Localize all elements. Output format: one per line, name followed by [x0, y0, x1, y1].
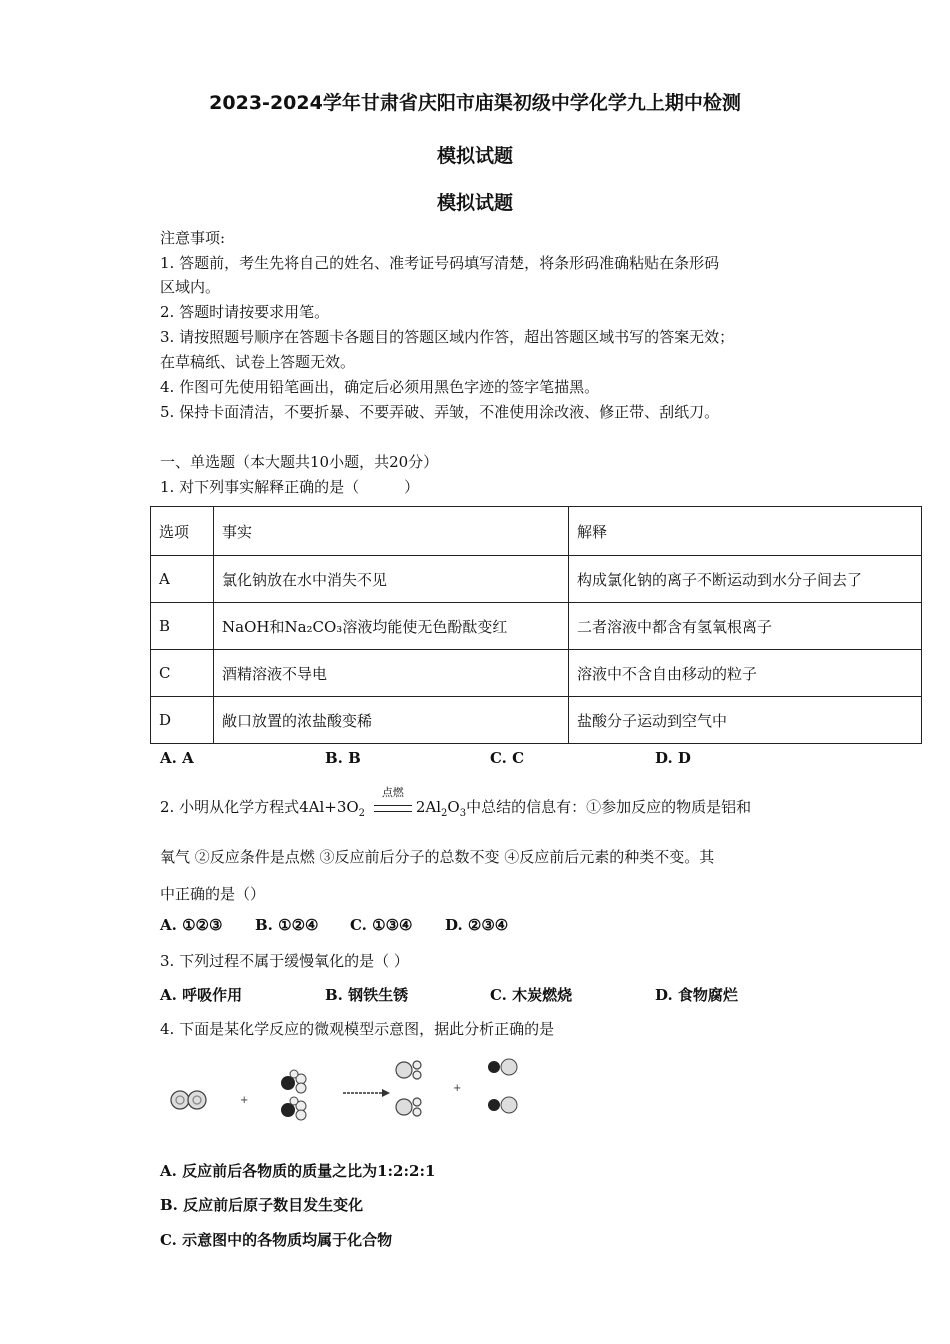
section-heading: 一、单选题（本大题共10小题，共20分）	[160, 453, 439, 471]
product-molecule-1	[396, 1061, 421, 1116]
q2-option-d[interactable]: D. ②③④	[445, 916, 509, 934]
q2-prefix: 2. 小明从化学方程式4Al+3O	[160, 798, 359, 816]
table-row	[151, 650, 922, 697]
exam-title-line3: 模拟试题	[436, 192, 513, 214]
q2-suffix: 中总结的信息有：①参加反应的物质是铝和	[466, 798, 752, 816]
notice-item: 4. 作图可先使用铅笔画出，确定后必须用黑色字迹的签字笔描黑。	[160, 378, 600, 396]
notice-item: 1. 答题前，考生先将自己的姓名、准考证号码填写清楚，将条形码准确粘贴在条形码	[160, 254, 720, 272]
arrow-right-icon	[343, 1089, 390, 1097]
q2-product-sub: 2	[441, 808, 448, 819]
table-cell-fact: 敞口放置的浓盐酸变稀	[214, 697, 569, 744]
table-cell-fact: NaOH和Na₂CO₃溶液均能使无色酚酞变红	[214, 603, 569, 650]
table-cell-option: C	[151, 650, 214, 697]
q1-stem: 1. 对下列事实解释正确的是（ ）	[160, 478, 420, 496]
q4-option-b[interactable]: B. 反应前后原子数目发生变化	[160, 1196, 364, 1214]
plus-sign-icon: +	[240, 1095, 249, 1106]
table-header-cell: 解释	[569, 507, 922, 556]
q4-option-a[interactable]: A. 反应前后各物质的质量之比为1:2:2:1	[160, 1162, 436, 1180]
q2-product-o: O	[447, 798, 460, 816]
table-header-cell: 选项	[151, 507, 214, 556]
q1-option-c[interactable]: C. C	[490, 749, 525, 767]
q2-line3: 中正确的是（）	[160, 885, 266, 903]
q3-option-d[interactable]: D. 食物腐烂	[655, 986, 738, 1004]
exam-title-line2: 模拟试题	[436, 145, 513, 167]
notice-item: 区域内。	[160, 278, 221, 296]
q2-product-sub: 3	[459, 808, 467, 819]
exam-title-line1: 2023-2024学年甘肃省庆阳市庙渠初级中学化学九上期中检测	[209, 92, 741, 114]
product-molecule-2	[488, 1059, 517, 1113]
table-cell-fact: 酒精溶液不导电	[214, 650, 569, 697]
notice-item: 在草稿纸、试卷上答题无效。	[160, 353, 356, 371]
q1-option-b[interactable]: B. B	[325, 749, 361, 767]
table-cell-option: A	[151, 556, 214, 603]
q2-product: 2Al	[415, 798, 442, 816]
plus-sign-icon: +	[453, 1083, 462, 1094]
q1-table	[150, 506, 922, 744]
q2-o-subscript: 2	[358, 808, 366, 819]
table-row	[151, 697, 922, 744]
notice-item: 2. 答题时请按要求用笔。	[160, 303, 330, 321]
table-cell-option: D	[151, 697, 214, 744]
q3-option-c[interactable]: C. 木炭燃烧	[490, 986, 573, 1004]
table-header-row	[151, 507, 922, 556]
reaction-arrow	[370, 786, 416, 816]
q4-stem: 4. 下面是某化学反应的微观模型示意图，据此分析正确的是	[160, 1020, 555, 1038]
notice-item: 3. 请按照题号顺序在答题卡各题目的答题区域内作答，超出答题区域书写的答案无效；	[160, 328, 735, 346]
reaction-micro-model-diagram	[160, 1055, 540, 1130]
table-cell-option: B	[151, 603, 214, 650]
table-cell-explanation: 二者溶液中都含有氢氧根离子	[569, 603, 922, 650]
q3-option-b[interactable]: B. 钢铁生锈	[325, 986, 409, 1004]
table-cell-explanation: 盐酸分子运动到空气中	[569, 697, 922, 744]
double-line-icon	[374, 805, 412, 812]
q1-option-d[interactable]: D. D	[655, 749, 691, 767]
q3-stem: 3. 下列过程不属于缓慢氧化的是（ ）	[160, 952, 409, 970]
q2-line2: 氧气 ②反应条件是点燃 ③反应前后分子的总数不变 ④反应前后元素的种类不变。其	[160, 848, 715, 866]
notice-item: 5. 保持卡面清洁，不要折暴、不要弄破、弄皱，不准使用涂改液、修正带、刮纸刀。	[160, 403, 720, 421]
q1-option-a[interactable]: A. A	[160, 749, 194, 767]
table-cell-fact: 氯化钠放在水中消失不见	[214, 556, 569, 603]
q2-option-a[interactable]: A. ①②③	[160, 916, 223, 934]
notice-heading: 注意事项:	[160, 229, 226, 247]
table-cell-explanation: 构成氯化钠的离子不断运动到水分子间去了	[569, 556, 922, 603]
table-cell-explanation: 溶液中不含自由移动的粒子	[569, 650, 922, 697]
q4-option-c[interactable]: C. 示意图中的各物质均属于化合物	[160, 1231, 393, 1249]
reactant-molecule-1	[171, 1091, 206, 1109]
table-row	[151, 556, 922, 603]
q2-option-b[interactable]: B. ①②④	[255, 916, 319, 934]
q2-stem	[160, 786, 752, 819]
q2-option-c[interactable]: C. ①③④	[350, 916, 413, 934]
q3-option-a[interactable]: A. 呼吸作用	[160, 986, 243, 1004]
table-row	[151, 603, 922, 650]
table-header-cell: 事实	[214, 507, 569, 556]
reactant-molecule-2	[281, 1070, 306, 1120]
reaction-condition: 点燃	[381, 786, 404, 799]
